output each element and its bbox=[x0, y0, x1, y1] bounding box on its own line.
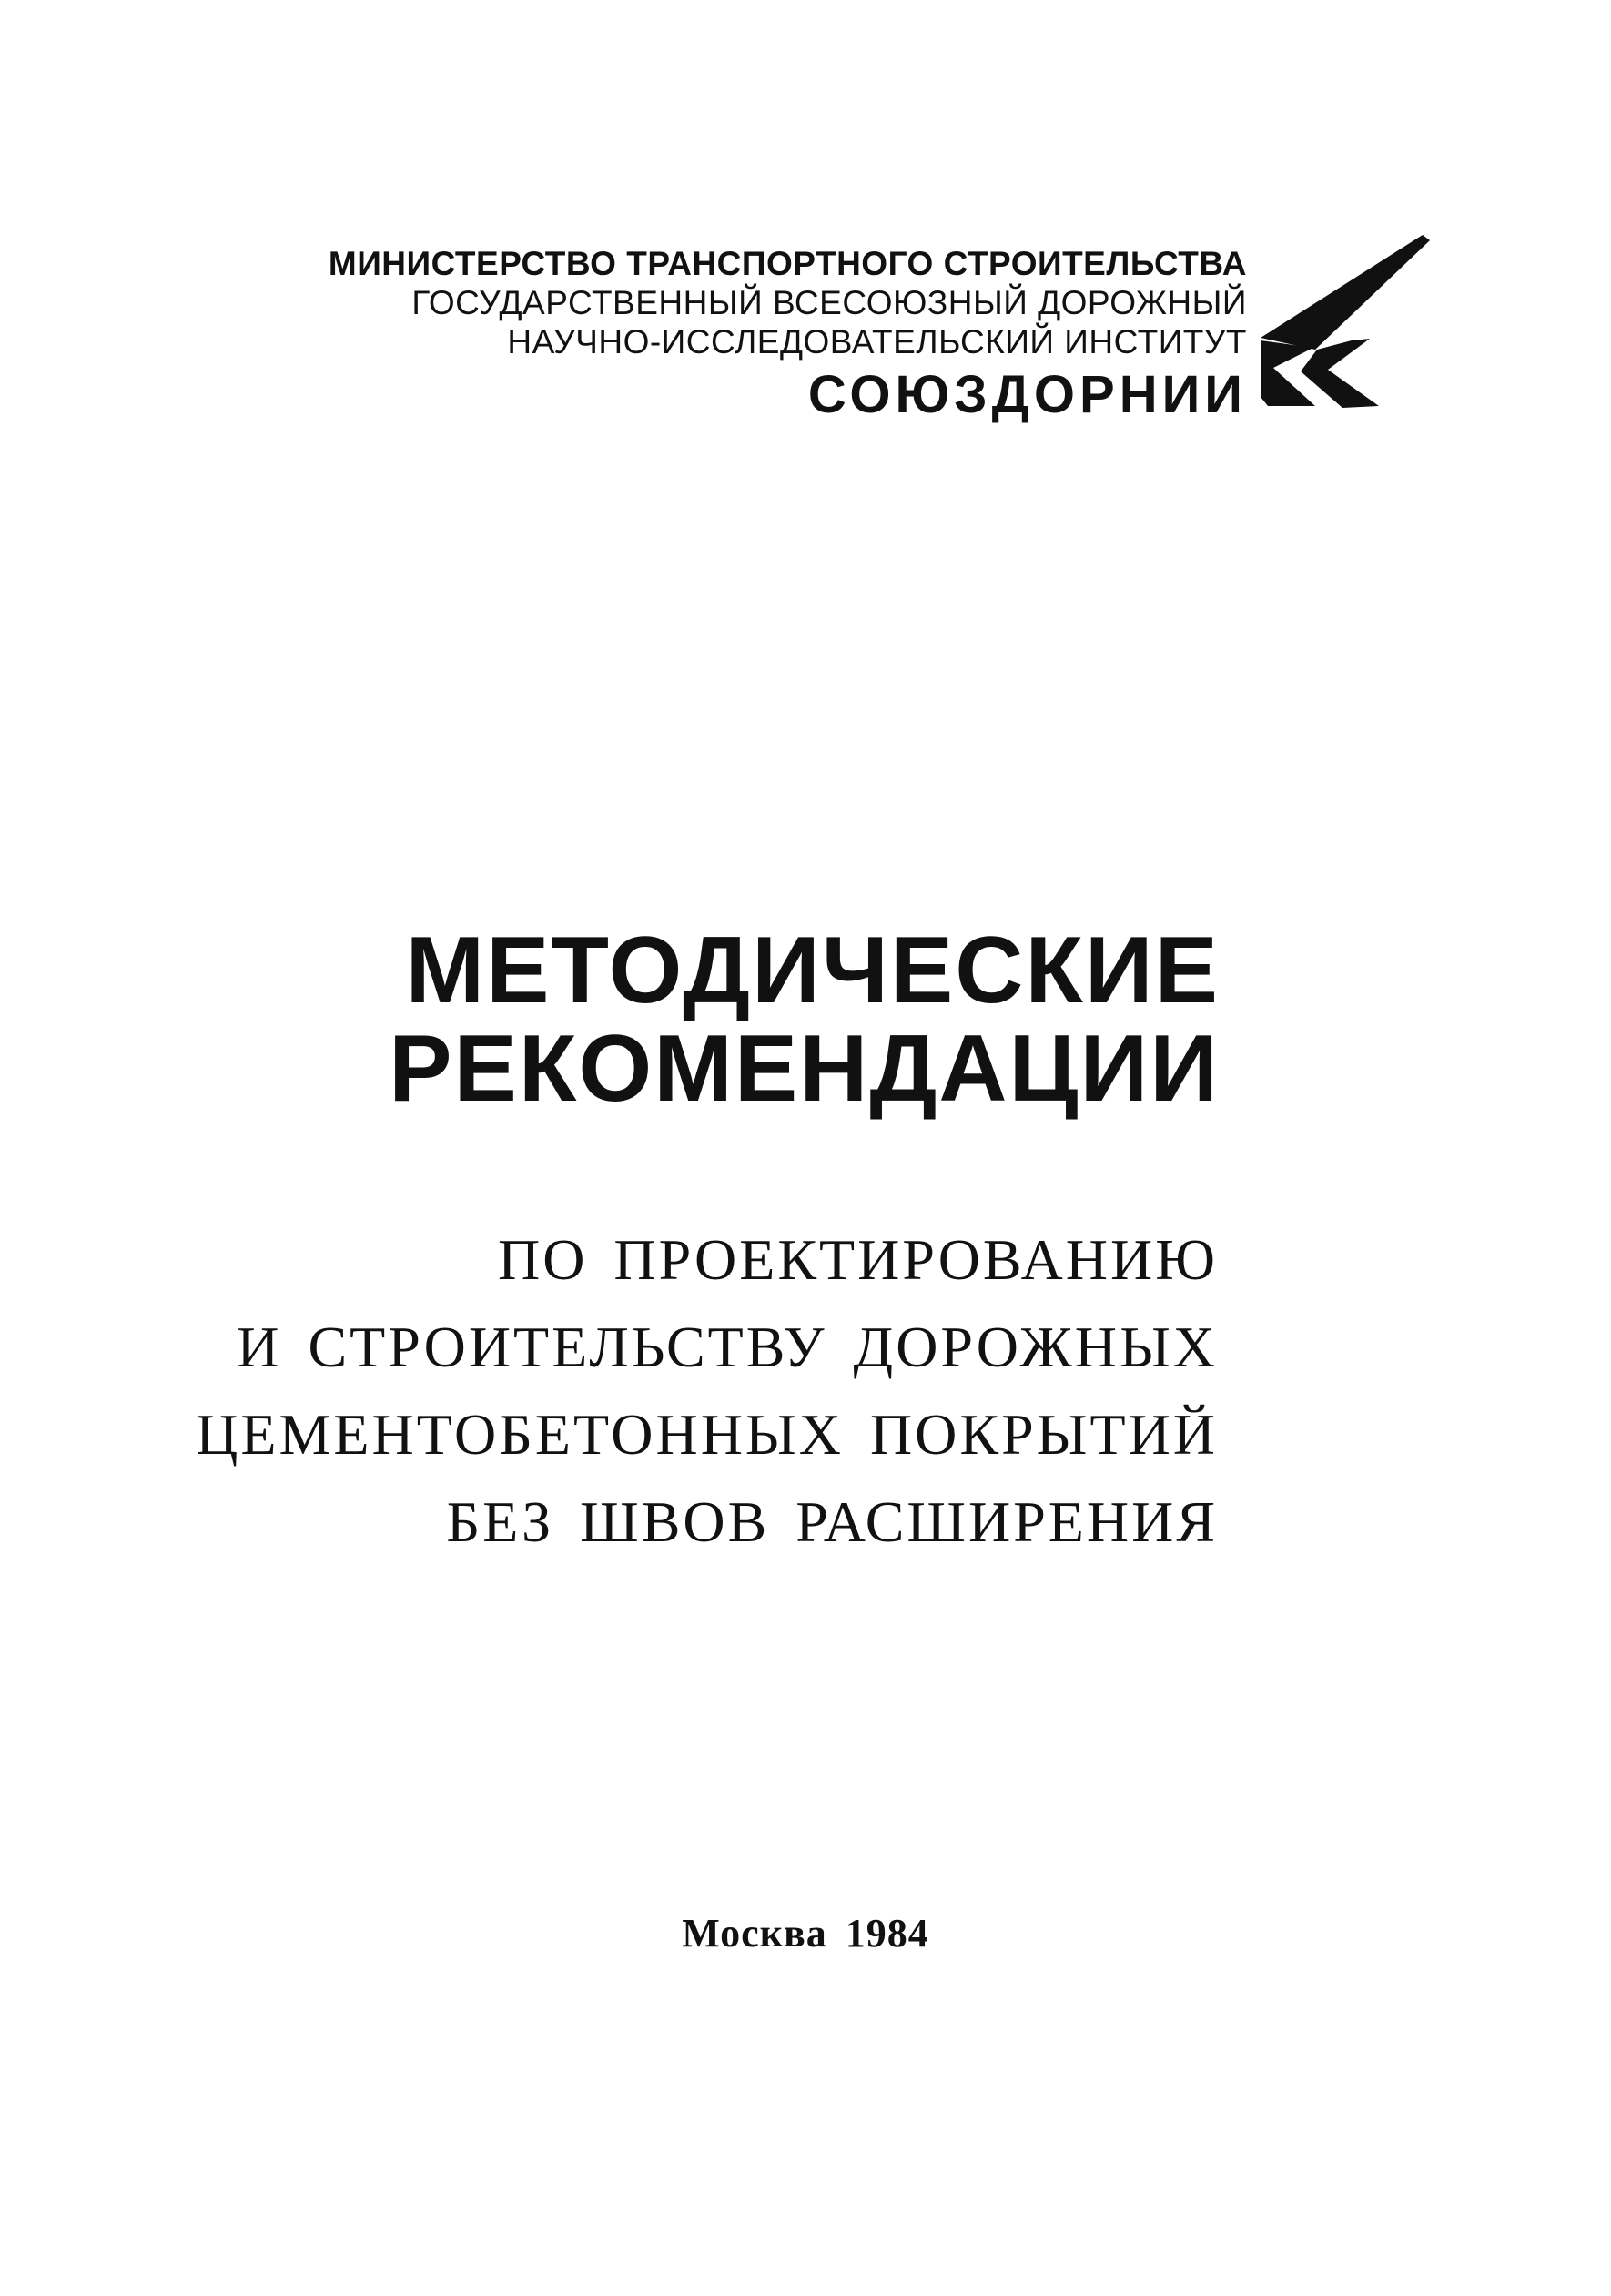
subtitle-line-3: ЦЕМЕНТОБЕТОННЫХ ПОКРЫТИЙ bbox=[196, 1402, 1218, 1467]
publisher-header bbox=[328, 244, 1247, 426]
subtitle-line-4: БЕЗ ШВОВ РАСШИРЕНИЯ bbox=[446, 1489, 1218, 1554]
institute-acronym: СОЮЗДОРНИИ bbox=[807, 365, 1247, 424]
institute-line-2: НАУЧНО-ИССЛЕДОВАТЕЛЬСКИЙ ИНСТИТУТ bbox=[507, 323, 1247, 361]
subtitle-line-1: ПО ПРОЕКТИРОВАНИЮ bbox=[497, 1227, 1218, 1292]
document-title bbox=[389, 918, 1220, 1122]
imprint bbox=[0, 1910, 1611, 1956]
institute-line-1: ГОСУДАРСТВЕННЫЙ ВСЕСОЮЗНЫЙ ДОРОЖНЫЙ bbox=[411, 284, 1247, 321]
city-year: Москва 1984 bbox=[682, 1911, 929, 1956]
subtitle-line-2: И СТРОИТЕЛЬСТВУ ДОРОЖНЫХ bbox=[237, 1315, 1218, 1379]
publisher-text bbox=[329, 244, 1247, 425]
document-subtitle bbox=[196, 1216, 1218, 1566]
title-line-1: МЕТОДИЧЕСКИЕ bbox=[405, 918, 1220, 1023]
title-line-2: РЕКОМЕНДАЦИИ bbox=[389, 1016, 1220, 1122]
chevron-arrow-logo-icon bbox=[1261, 233, 1434, 411]
ministry-line: МИНИСТЕРСТВО ТРАНСПОРТНОГО СТРОИТЕЛЬСТВА bbox=[328, 245, 1247, 282]
